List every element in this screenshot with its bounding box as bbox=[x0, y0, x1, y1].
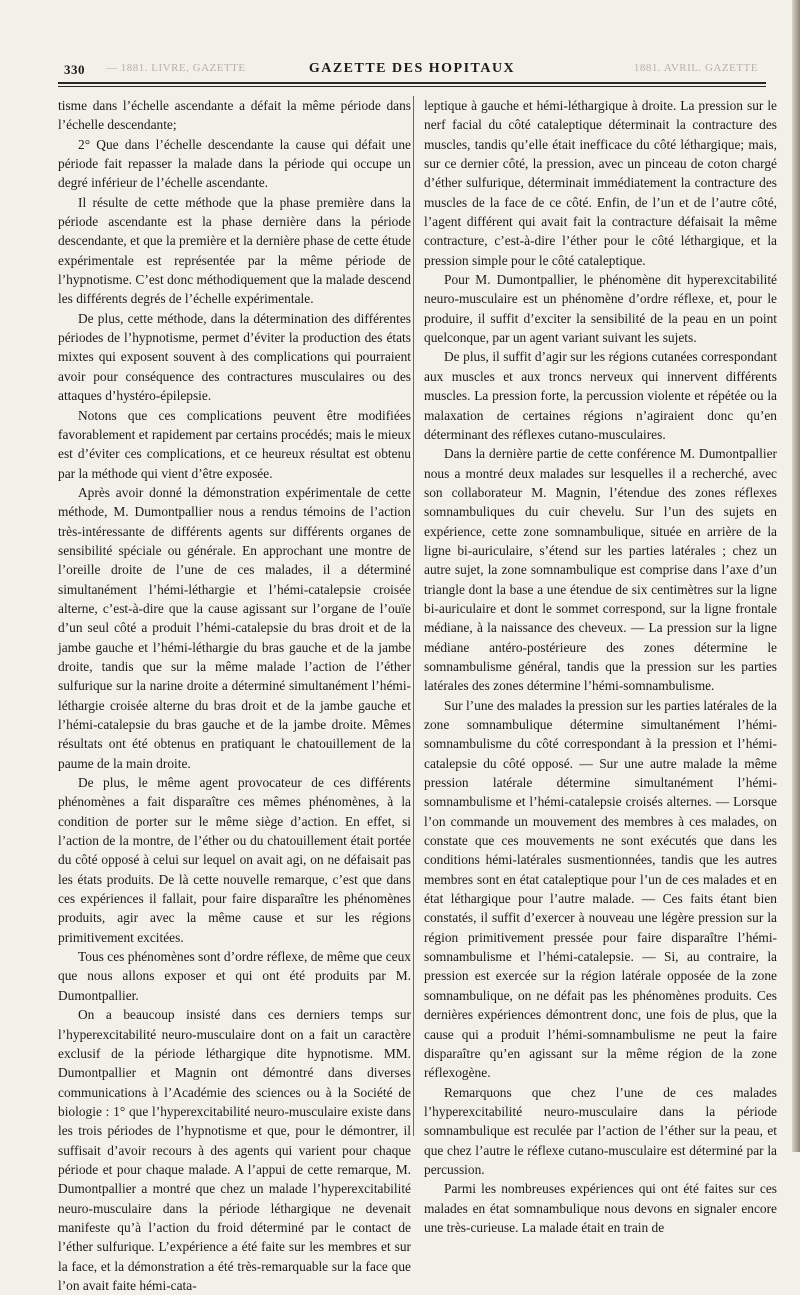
paragraph: Dans la dernière partie de cette conférence M. Dumontpallier nous a montré deux malades sur lesquelles il a recherché, avec son collaborateur M. Magnin, l’étendue des zones réflexes somnambuliques du cuir chevelu. Sur l’un des sujets en expérience, cette zone somnambulique, située en arrière de la ligne bi-auriculaire, s’étend sur les parties latérales ; chez un autre sujet, la zone somnambulique est comprise dans l’axe d’un triangle dont la base a une étendue de six centimètres sur la ligne bi-auriculaire et dont le sommet correspond, sur la ligne frontale médiane, à la naissance des cheveux. — La pression sur la ligne médiane antéro-postérieure des zones détermine le somnambulisme général, tandis que la pression sur les parties latérales des zones détermine l’hémi-somnambulisme. bbox=[424, 446, 777, 694]
paragraph: 2° Que dans l’échelle descendante la cause qui défait une période fait repasser la malade dans la période qui occupe un degré inférieur de l’échelle ascendante. bbox=[58, 136, 411, 191]
header-rule-thick bbox=[58, 82, 766, 84]
binding-edge-shadow bbox=[792, 0, 800, 1152]
right-column bbox=[424, 96, 777, 1235]
page-number: 330 bbox=[64, 62, 85, 77]
left-column bbox=[58, 96, 411, 1293]
paragraph: Sur l’une des malades la pression sur les parties latérales de la zone somnambulique détermine simultanément l’hémi-somnambulisme du côté correspondant à la pression et l’hémi-catalepsie du côté opposé. — Sur une autre malade la même pression latérale détermine simultanément l’hémi-somnambulisme et l’hémi-catalepsie croisés alternes. — Lorsque l’on commande un mouvement des membres à ces malades, on constate que ces mouvements ne sont exécutés que dans les conditions hémi-latérales susmentionnées, tandis que les autres membres sont en état cataleptique pour l’un de ces malades et en état léthargique pour l’autre malade. — Ces faits étant bien constatés, il suffit d’exercer à nouveau une légère pression sur la région primitivement pressée pour faire disparaître l’hémi-somnambulisme et l’hémi-catalepsie. — Si, au contraire, la pression est exercée sur la région latérale opposée de la zone somnambulique, on ne défait pas les phénomènes produits. Ces dernières expériences démontrent donc, une fois de plus, que la cause qui a produit l’hémi-somnambulisme ne peut la faire disparaître qu’en agissant sur la même région de la zone réflexogène. bbox=[424, 697, 777, 1081]
show-through-text-right: 1881. AVRIL. GAZETTE bbox=[633, 62, 758, 74]
paragraph: Pour M. Dumontpallier, le phénomène dit hyperexcitabilité neuro-musculaire est un phénomène d’ordre réflexe, et, pour le produire, il suffit d’exciter la sensibilité de la peau en un point quelconque, par un agent variant suivant les sujets. bbox=[424, 272, 777, 346]
show-through-text-left: — 1881. LIVRE, GAZETTE bbox=[106, 62, 246, 74]
paragraph: leptique à gauche et hémi-léthargique à droite. La pression sur le nerf facial du côté cataleptique déterminait la contracture des muscles, tandis qu’elle était inefficace du côté léthargique; mais, sur ce dernier côté, la pression, avec un pinceau de coton chargé d’éther sulfurique, déterminait immédiatement la contracture des muscles de la face de ce côté. Enfin, de l’un et de l’autre côté, l’agent différent qui avait fait la contracture défaisait la même contracture, c’est-à-dire l’éther pour le côté léthargique, et la pression simple pour le côté cataleptique. bbox=[424, 98, 777, 268]
paragraph: tisme dans l’échelle ascendante a défait la même période dans l’échelle descendante; bbox=[58, 98, 411, 133]
paragraph: Tous ces phénomènes sont d’ordre réflexe, de même que ceux que nous allons exposer et qui ont été produits par M. Dumontpallier. bbox=[58, 949, 411, 1003]
header-rule-thin bbox=[58, 86, 766, 87]
paragraph: Il résulte de cette méthode que la phase première dans la période ascendante est la phase dernière dans la période descendante, et que la première et la dernière phase de cette étude expérimentale est représentée par la même période de l’hypnotisme. C’est donc méthodiquement que la malade descend les différents degrés de l’échelle expérimentale. bbox=[58, 194, 411, 307]
paragraph: Remarquons que chez l’une de ces malades l’hyperexcitabilité neuro-musculaire dans la période somnambulique est reculée par l’action de l’éther sur la peau, et que chez l’autre le réflexe cutano-musculaire est déterminé par la percussion. bbox=[424, 1084, 777, 1177]
running-header bbox=[58, 58, 766, 80]
paragraph: Après avoir donné la démonstration expérimentale de cette méthode, M. Dumontpallier nous a rendus témoins de l’action très-intéressante de différents agents sur différents organes de sensibilité spéciale ou générale. En approchant une montre de l’oreille droite de l’une de ces malades, il a déterminé simultanément l’hémi-léthargie et l’hémi-catalepsie croisée alterne, c’est-à-dire que la cause agissant sur l’organe de l’ouïe d’un seul côté a produit l’hémi-catalepsie du bras droit et de la jambe gauche et l’hémi-léthargie du bras gauche et de la jambe droite, tandis que sur la même malade l’action de l’éther sulfurique sur la narine droite a déterminé simultanément l’hémi-léthargie croisée alterne du bras droit et de la jambe gauche et l’hémi-catalepsie du bras gauche et de la jambe droite. Mêmes résultats ont été obtenus en pratiquant le chatouillement de la paume de la main droite. bbox=[58, 484, 411, 771]
paragraph: De plus, le même agent provocateur de ces différents phénomènes a fait disparaître ces mêmes phénomènes, à la condition de porter sur le même siège d’action. En effet, si l’action de la montre, de l’éther ou du chatouillement était portée du côté opposé à celui sur lequel on avait agi, on ne défaisait pas les états produits. De là cette nouvelle remarque, c’est que dans ces expériences il fallait, pour faire disparaître les phénomènes produits, agir avec la même cause et sur les régions primitivement excitées. bbox=[58, 775, 411, 945]
paragraph: Notons que ces complications peuvent être modifiées favorablement et rapidement par certains procédés; mais le mieux est d’éviter ces complications, et ce heureux résultat est obtenu par la méthode qui vient d’être exposée. bbox=[58, 407, 411, 481]
paragraph: On a beaucoup insisté dans ces derniers temps sur l’hyperexcitabilité neuro-musculaire dont on a fait un caractère exclusif de la période léthargique dite hypnotisme. MM. Dumontpallier et Magnin ont démontré dans diverses communications à l’Académie des sciences ou à la Société de biologie : 1° que l’hyperexcitabilité neuro-musculaire existe dans les trois périodes de l’hypnotisme et que, pour le démontrer, il suffisait d’avoir recours à des agents qui varient pour chaque période et pour chaque malade. A l’appui de cette remarque, M. Dumontpallier a montré que chez un malade l’hyperexcitabilité neuro-musculaire dans la période léthargique ne devenait manifeste qu’à l’action du froid déterminé par le contact de l’éther sulfurique. L’expérience a été faite sur les membres et sur la face, et la démonstration a été très-remarquable sur la face que l’on avait faite hémi-cata- bbox=[58, 1007, 411, 1293]
journal-title: GAZETTE DES HOPITAUX bbox=[308, 61, 516, 76]
column-divider bbox=[413, 96, 414, 1136]
paragraph: De plus, cette méthode, dans la détermination des différentes périodes de l’hypnotisme, permet d’éviter la production des états mixtes qui exposent souvent à des complications qui pourraient avoir pour conséquence des contractures musculaires ou des attaques d’hystéro-épilepsie. bbox=[58, 310, 411, 404]
paragraph: De plus, il suffit d’agir sur les régions cutanées correspondant aux muscles et aux troncs nerveux qui innervent différents muscles. La pression forte, la percussion violente et répétée ou la malaxation de certaines régions n’agiraient donc qu’en déterminant des réflexes cutano-musculaires. bbox=[424, 349, 777, 442]
paragraph: Parmi les nombreuses expériences qui ont été faites sur ces malades en état somnambulique nous devons en signaler encore une très-curieuse. La malade était en train de bbox=[424, 1181, 777, 1235]
